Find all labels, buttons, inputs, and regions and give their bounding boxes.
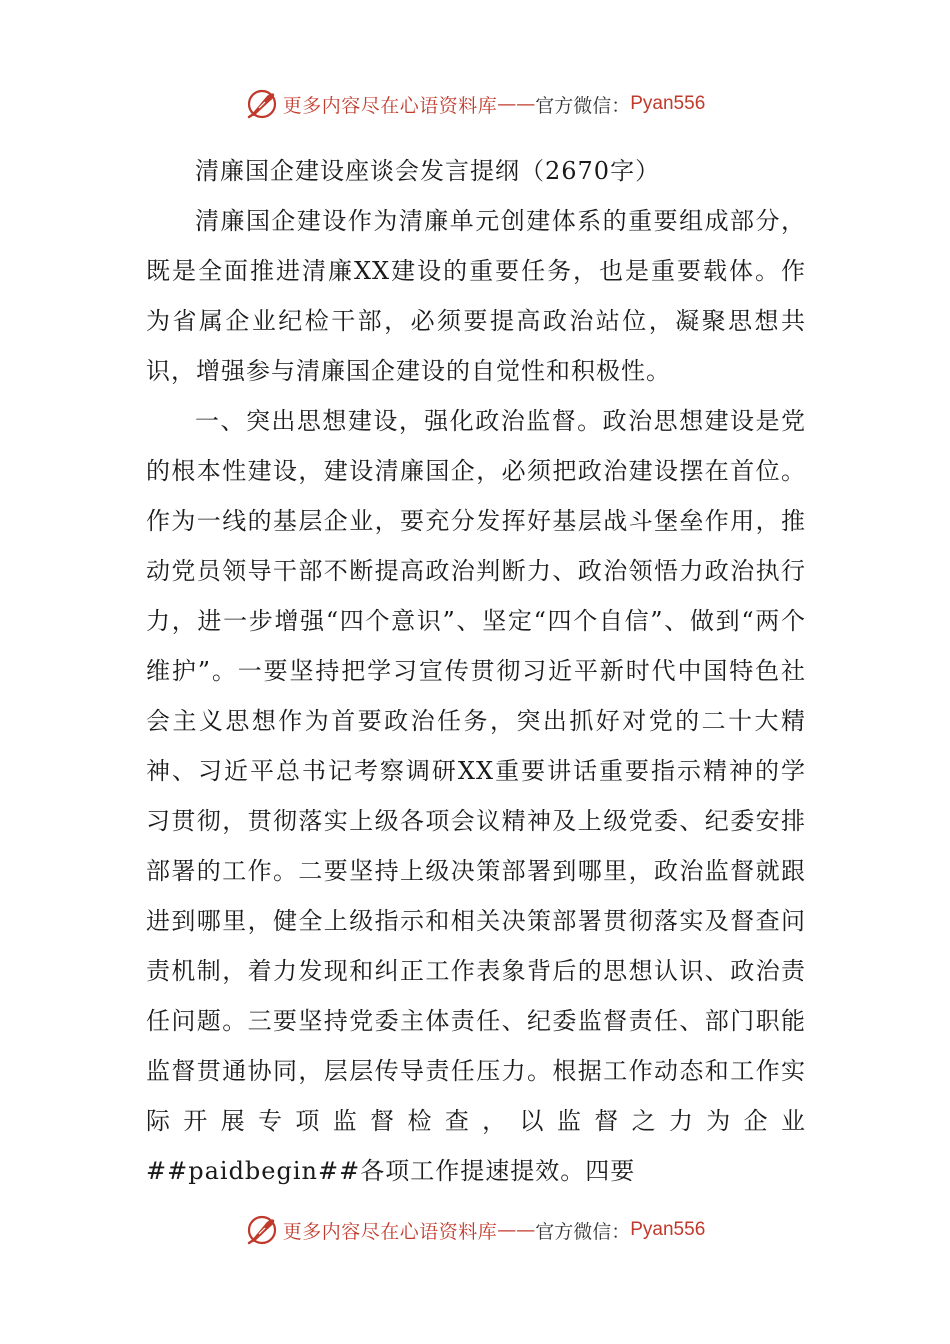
quill-logo-icon — [245, 87, 279, 121]
banner-site-text: 更多内容尽在心语资料库 — [282, 1220, 498, 1243]
banner-dash: —— — [497, 1219, 536, 1241]
quill-logo-icon — [245, 1213, 279, 1247]
paragraph-section-one: 一、突出思想建设，强化政治监督。政治思想建设是党的根本性建设，建设清廉国企，必须把政治建设摆在首位。作为一线的基层企业，要充分发挥好基层战斗堡垒作用，推动党员领导干部不断提高政治判断力、政治领悟力政治执行力，进一步增强“四个意识”、坚定“四个自信”、做到“两个维护”。一要坚持把学习宣传贯彻习近平新时代中国特色社会主义思想作为首要政治任务，突出抓好对党的二十大精神、习近平总书记考察调研XX重要讲话重要指示精神的学习贯彻，贯彻落实上级各项会议精神及上级党委、纪委安排部署的工作。二要坚持上级决策部署到哪里，政治监督就跟进到哪里，健全上级指示和相关决策部署贯彻落实及督查问责机制，着力发现和纠正工作表象背后的思想认识、政治责任问题。三要坚持党委主体责任、纪委监督责任、部门职能监督贯通协同，层层传导责任压力。根据工作动态和工作实际开展专项监督检查，以监督之力为企业##paidbegin##各项工作提速提效。四要 — [146, 407, 806, 1185]
paragraph-intro: 清廉国企建设作为清廉单元创建体系的重要组成部分，既是全面推进清廉XX建设的重要任务，也是重要载体。作为省属企业纪检干部，必须要提高政治站位，凝聚思想共识，增强参与清廉国企建设的自觉性和积极性。 — [146, 207, 806, 385]
banner-site-text: 更多内容尽在心语资料库 — [282, 94, 498, 117]
banner-wechat-id: Pyan556 — [630, 1219, 706, 1240]
document-title: 清廉国企建设座谈会发言提纲（2670字） — [195, 157, 661, 185]
document-body — [146, 146, 806, 1196]
banner-wechat-label: 官方微信： — [535, 1220, 631, 1243]
banner-wechat-label: 官方微信： — [535, 94, 631, 117]
footer-banner — [0, 1210, 950, 1250]
header-banner — [0, 84, 950, 124]
banner-wechat-id: Pyan556 — [630, 93, 706, 114]
banner-dash: —— — [497, 93, 536, 115]
